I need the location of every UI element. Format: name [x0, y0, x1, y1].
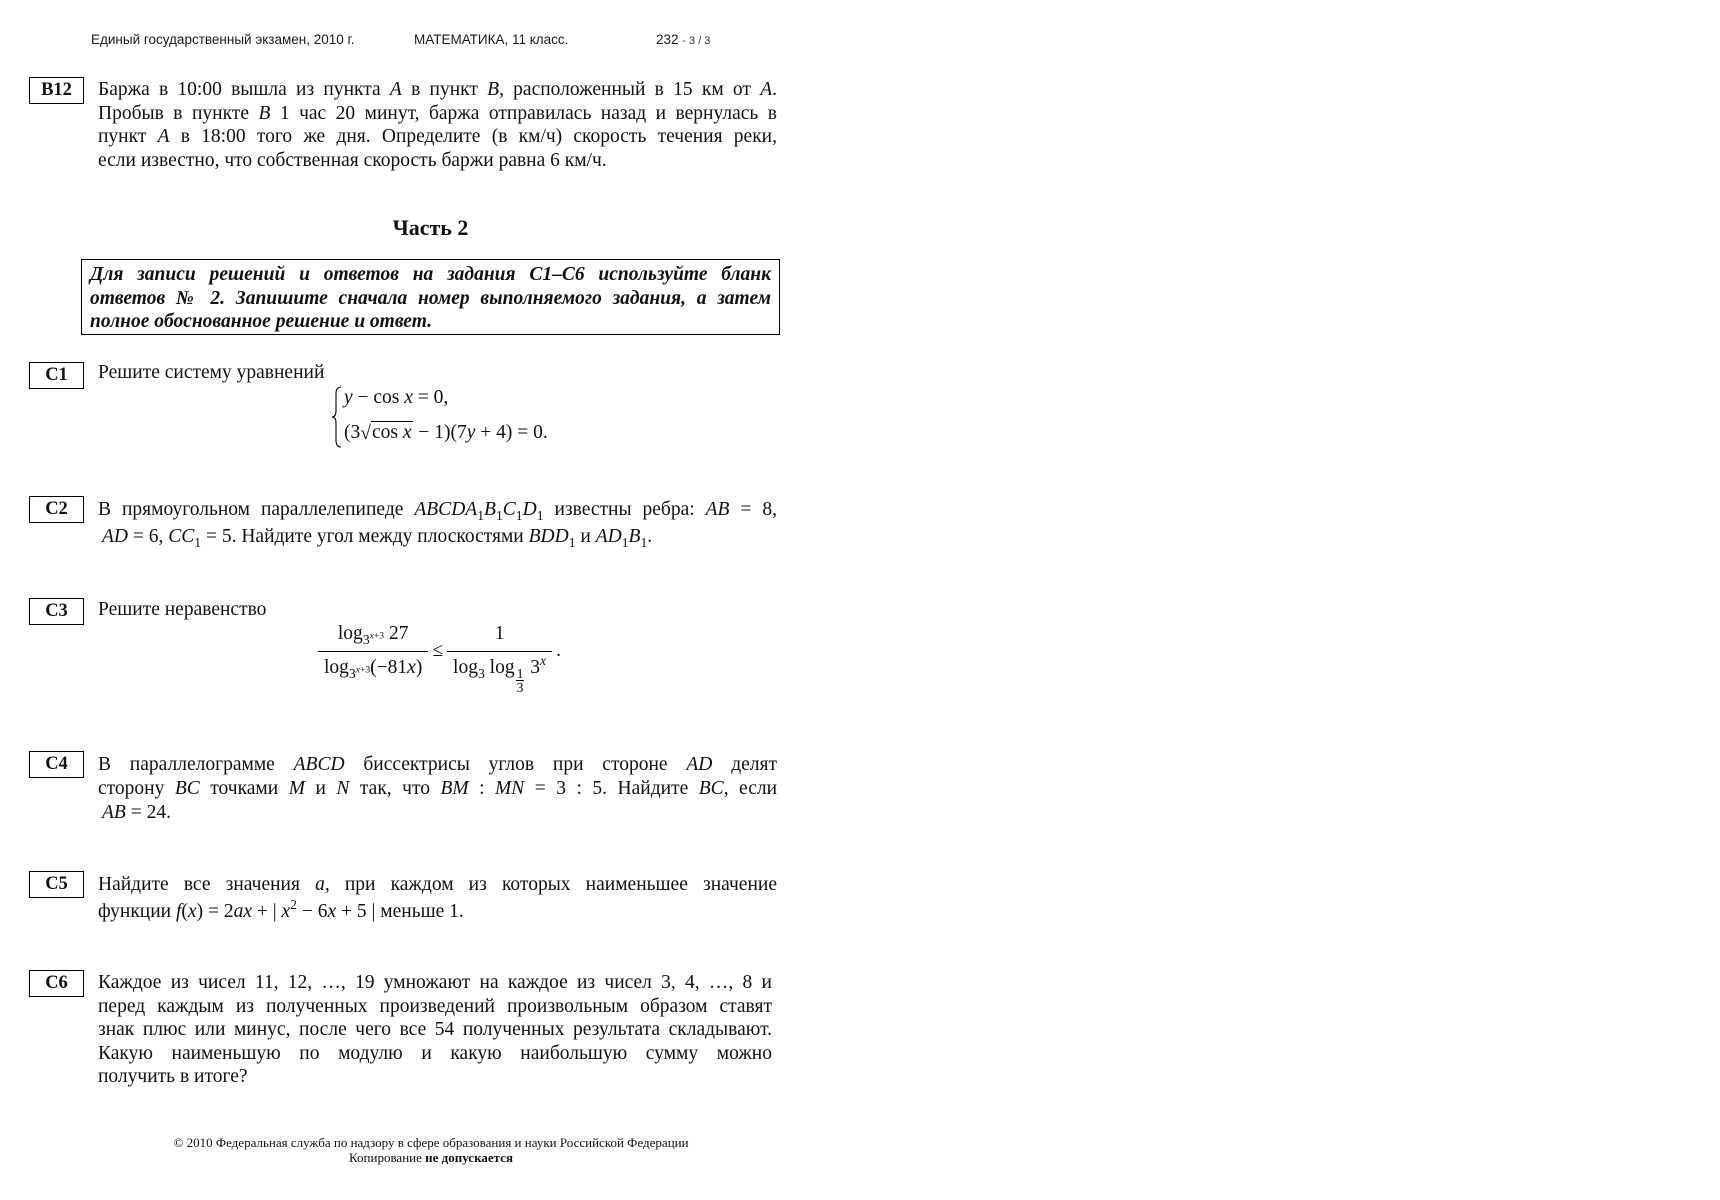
text-run: AB — [705, 499, 730, 520]
text-run: , если — [723, 778, 778, 799]
task-c3-text — [98, 598, 777, 622]
text-line — [98, 971, 772, 995]
text-run: x — [540, 652, 547, 668]
text-run: 3 — [516, 680, 524, 696]
text-run: − 1)(7 — [413, 422, 467, 443]
text-run: , расположенный в 15 км от — [499, 79, 761, 100]
formula-end-period: . — [556, 640, 561, 661]
less-or-equal-sign: ≤ — [432, 640, 444, 661]
text-run: BC — [174, 778, 200, 799]
text-line — [98, 78, 777, 102]
math-variable — [234, 901, 252, 922]
math-variable — [102, 802, 126, 823]
text-run: AD — [686, 754, 713, 775]
task-label-c1: С1 — [29, 362, 84, 389]
math-variable — [414, 499, 477, 520]
subscript — [622, 535, 629, 550]
text-run: + | — [251, 901, 282, 922]
text-run: x — [187, 901, 197, 922]
text-run: 3 — [525, 657, 541, 678]
text-run: CC — [168, 526, 195, 547]
text-line — [98, 1042, 772, 1066]
text-run: 3 — [362, 631, 370, 647]
denominator — [516, 680, 525, 695]
text-run: x — [404, 387, 413, 408]
subscript — [537, 508, 544, 523]
text-run: BDD — [528, 526, 569, 547]
subscript — [516, 508, 523, 523]
text-run: y — [466, 422, 476, 443]
text-run: a — [315, 874, 325, 895]
text-run: A — [760, 79, 773, 100]
text-run: (−81 — [370, 657, 408, 678]
text-run: ABCDA — [414, 499, 478, 520]
text-line — [98, 149, 777, 173]
text-run: log — [484, 657, 515, 678]
text-run: 1 — [495, 507, 503, 523]
subscript — [477, 508, 484, 523]
page-code — [656, 31, 710, 50]
instruction-line: Для записи решений и ответов на задания С1–С6 используйте бланк — [90, 264, 771, 285]
math-variable — [294, 754, 345, 775]
text-run: 1 — [194, 534, 202, 550]
math-variable — [404, 387, 413, 408]
text-run: точками — [199, 778, 289, 799]
exam-title: Единый государственный экзамен, 2010 г. — [91, 32, 355, 47]
math-variable — [629, 526, 641, 547]
task-c6-text — [98, 971, 772, 1089]
math-variable — [503, 499, 516, 520]
math-variable — [529, 526, 569, 547]
task-c4-text — [98, 753, 777, 825]
text-run: В прямоугольном параллелепипеде — [98, 499, 415, 520]
math-variable — [540, 653, 546, 668]
math-variable — [168, 526, 194, 547]
superscript — [356, 664, 370, 675]
text-run: 1 — [515, 507, 523, 523]
task-c1-intro: Решите систему уравнений — [98, 362, 325, 383]
text-run: x — [407, 657, 416, 678]
text-line — [98, 125, 777, 149]
text-run: − 6 — [297, 901, 328, 922]
text-run: x — [369, 630, 374, 642]
text-run: 1 час 20 минут, баржа отправилась назад и вернулась в — [270, 102, 777, 124]
text-run: +3 — [373, 630, 385, 642]
math-variable — [495, 778, 524, 799]
text-run: не допускается — [425, 1150, 513, 1165]
text-run: A — [157, 126, 170, 148]
text-line — [98, 1018, 772, 1042]
right-numerator — [447, 622, 552, 651]
text-run: 3 — [348, 665, 356, 681]
math-variable — [686, 754, 712, 775]
text-run: = 3 : 5. Найдите — [524, 778, 699, 799]
left-fraction — [318, 622, 428, 680]
text-run: функции — [98, 901, 176, 922]
text-run: BC — [698, 778, 724, 799]
math-variable — [188, 901, 197, 922]
math-variable — [102, 526, 128, 547]
text-run: 3 — [477, 665, 485, 681]
text-run: AD — [595, 526, 622, 547]
text-run: получить в итоге? — [98, 1066, 248, 1088]
task-label-c6: С6 — [29, 970, 84, 997]
math-variable — [440, 778, 468, 799]
text-run: − cos — [352, 387, 405, 408]
task-c1-text — [98, 361, 777, 385]
text-run: и — [575, 526, 596, 547]
text-run: MN — [495, 778, 525, 799]
text-run: : — [468, 778, 496, 799]
instruction-line: полное обоснованное решение и ответ. — [90, 311, 432, 332]
text-run: B — [258, 102, 271, 124]
numerator — [516, 667, 525, 681]
math-variable — [390, 79, 402, 100]
text-run: log — [337, 623, 363, 644]
text-run: если известно, что собственная скорость баржи равна 6 км/ч. — [98, 149, 607, 171]
text-run: ( — [181, 901, 188, 922]
math-variable — [403, 422, 412, 443]
text-run: Каждое из чисел 11, 12, …, 19 умножают на каждое из чисел 3, 4, …, 8 и — [98, 972, 772, 993]
task-c3-intro: Решите неравенство — [98, 599, 267, 620]
text-run: = 24. — [125, 802, 171, 823]
subscript — [496, 508, 503, 523]
text-line — [98, 102, 777, 126]
text-line — [98, 871, 777, 898]
text-run: знак плюс или минус, после чего все 54 полученных результата складывают. — [98, 1019, 772, 1041]
text-run: и — [304, 778, 337, 799]
math-variable — [487, 79, 499, 100]
math-variable — [175, 778, 200, 799]
fraction — [516, 667, 525, 695]
math-variable — [760, 79, 772, 100]
task-label-c4: С4 — [29, 751, 84, 778]
text-run: A — [389, 79, 402, 100]
text-run: log — [324, 657, 349, 678]
text-run: перед каждым из полученных произведений произвольным образом ставят — [98, 995, 772, 1017]
text-run: биссектрисы углов при стороне — [344, 754, 687, 775]
text-run: известны ребра: — [543, 499, 706, 520]
subscript — [515, 665, 526, 696]
text-run: 1 — [516, 665, 524, 681]
text-run: ABCD — [293, 754, 345, 775]
radical-sign: √ — [360, 423, 371, 444]
text-run: f — [176, 901, 182, 922]
text-run: пункт — [98, 126, 158, 148]
math-variable — [596, 526, 622, 547]
text-line — [98, 496, 777, 523]
text-run: , при каждом из которых наименьшее значение — [324, 874, 777, 895]
math-variable — [158, 126, 170, 147]
text-run: Какую наименьшую по модулю и какую наибольшую сумму можно — [98, 1042, 772, 1064]
subject-title: МАТЕМАТИКА, 11 класс. — [414, 32, 569, 47]
system-equation-1 — [344, 386, 448, 410]
text-run: BM — [440, 778, 469, 799]
text-run: y — [344, 387, 353, 408]
text-run: log — [453, 657, 478, 678]
math-variable — [336, 778, 349, 799]
square-root — [360, 422, 413, 443]
right-denominator — [447, 651, 552, 696]
variant-code: 232 — [656, 32, 679, 47]
task-c5-text — [98, 871, 777, 925]
text-run: Найдите все значения — [98, 874, 316, 895]
text-run: так, что — [349, 778, 441, 799]
text-line — [98, 995, 772, 1019]
text-run: ) = 2 — [196, 901, 234, 922]
text-run: AD — [102, 526, 128, 547]
text-run: в пункт — [401, 79, 488, 100]
radicand — [371, 421, 414, 443]
math-variable — [706, 499, 730, 520]
subscript — [478, 666, 485, 681]
math-variable — [328, 901, 337, 922]
text-run: сторону — [98, 778, 175, 799]
text-run: 1 — [477, 507, 485, 523]
text-run: D — [522, 499, 537, 520]
math-variable — [258, 103, 270, 124]
text-run: 1 — [568, 534, 576, 550]
text-run: . — [772, 79, 777, 100]
part-title: Часть 2 — [392, 215, 469, 240]
math-variable — [699, 778, 724, 799]
text-run: + 5 | меньше 1. — [336, 901, 464, 922]
text-run: cos — [371, 422, 403, 443]
left-denominator — [318, 651, 428, 680]
text-run: в 18:00 того же дня. Определите (в км/ч) скорость течения реки, — [169, 126, 777, 148]
text-run: + 4) = 0. — [475, 422, 548, 443]
task-c2-text — [98, 496, 777, 550]
text-run: . — [647, 526, 653, 547]
subscript — [569, 535, 576, 550]
text-run: N — [336, 778, 350, 799]
text-run: Копирование — [349, 1150, 426, 1165]
subscript — [363, 632, 384, 647]
text-line — [98, 1065, 772, 1089]
text-line — [98, 523, 777, 550]
instruction-box — [81, 259, 780, 335]
text-run: C — [502, 499, 516, 520]
math-variable — [344, 387, 353, 408]
inequality-formula — [318, 622, 561, 696]
superscript — [370, 630, 384, 641]
text-run: x — [281, 901, 291, 922]
footer-copy-notice — [0, 1150, 862, 1165]
system-equation-2 — [344, 421, 548, 445]
math-variable — [523, 499, 537, 520]
text-run: 1 — [494, 623, 505, 644]
text-run: x — [355, 664, 360, 676]
superscript — [540, 653, 546, 668]
text-run: 1 — [640, 534, 648, 550]
text-line — [98, 777, 777, 801]
task-label-c2: С2 — [29, 496, 84, 523]
superscript — [290, 897, 297, 912]
math-variable — [282, 901, 291, 922]
text-run: Пробыв в пункте — [98, 102, 259, 124]
subscript — [349, 666, 370, 681]
text-run: 27 — [384, 623, 409, 644]
text-run: B — [628, 526, 641, 547]
text-run: Баржа в 10:00 вышла из пункта — [98, 79, 390, 100]
math-variable — [289, 778, 305, 799]
text-run: B — [487, 79, 500, 100]
text-run: +3 — [360, 664, 371, 676]
right-fraction — [447, 622, 552, 696]
bold-text — [425, 1150, 513, 1165]
task-label-b12: В12 — [29, 77, 84, 104]
task-label-c5: С5 — [29, 871, 84, 898]
page-number: - 3 / 3 — [682, 35, 711, 47]
task-label-c3: С3 — [29, 598, 84, 625]
text-run: В параллелограмме — [98, 754, 294, 775]
text-run: B — [484, 499, 496, 520]
math-variable — [407, 657, 416, 678]
task-b12-text — [98, 78, 777, 172]
text-run: x — [402, 422, 412, 443]
text-line — [98, 898, 777, 925]
footer-copyright: © 2010 Федеральная служба по надзору в сфере образования и науки Российской Федерации — [173, 1135, 689, 1150]
instruction-line: ответов № 2. Запишите сначала номер выполняемого задания, а затем — [90, 287, 771, 309]
text-run: 1 — [621, 534, 629, 550]
text-run: (3 — [344, 422, 361, 443]
math-variable — [484, 499, 496, 520]
text-run: AB — [102, 802, 126, 823]
math-variable — [315, 874, 325, 895]
text-run: M — [288, 778, 305, 799]
system-brace-icon — [331, 386, 342, 448]
text-run: = 8, — [729, 499, 777, 520]
text-run: 2 — [290, 896, 297, 912]
text-run: ) — [415, 657, 423, 678]
text-run: = 6, — [128, 526, 169, 547]
text-run: ax — [233, 901, 252, 922]
text-run: = 5. Найдите угол между плоскостями — [201, 526, 529, 547]
text-line — [98, 753, 777, 777]
text-run: 1 — [536, 507, 544, 523]
text-line — [98, 801, 777, 825]
left-numerator — [318, 622, 428, 651]
text-run: делят — [712, 754, 777, 775]
text-run: x — [327, 901, 337, 922]
text-run: = 0, — [412, 387, 449, 408]
